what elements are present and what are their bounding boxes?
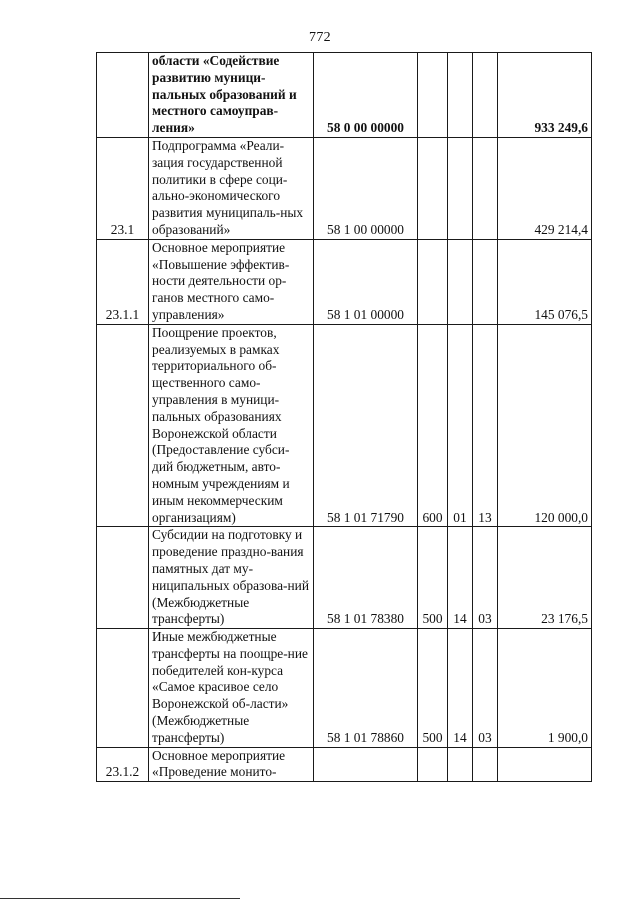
table-row [97, 527, 592, 629]
row-number-cell: 23.1.1 [97, 239, 149, 324]
section-cell [448, 137, 473, 239]
row-number-cell [97, 53, 149, 138]
item-name-cell: Субсидии на подготовку и проведение праздно-вания памятных дат му-ниципальных образова-ний (Межбюджетные трансферты) [149, 527, 314, 629]
row-number-cell [97, 527, 149, 629]
table-row [97, 324, 592, 527]
target-code-cell: 58 1 01 00000 [314, 239, 418, 324]
amount-cell: 933 249,6 [498, 53, 592, 138]
row-number-cell [97, 629, 149, 748]
subsection-cell: 13 [473, 324, 498, 527]
section-cell: 14 [448, 629, 473, 748]
table-row [97, 747, 592, 782]
item-name-cell: Подпрограмма «Реали-зация государственной политики в сфере соци-ально-экономического развития муниципаль-ных образований» [149, 137, 314, 239]
section-cell: 01 [448, 324, 473, 527]
amount-cell: 23 176,5 [498, 527, 592, 629]
target-code-cell: 58 1 01 78860 [314, 629, 418, 748]
table-row [97, 53, 592, 138]
expense-type-cell [418, 137, 448, 239]
item-name-cell: Основное мероприятие «Повышение эффектив-ности деятельности ор-ганов местного само-управления» [149, 239, 314, 324]
item-name-cell: Поощрение проектов, реализуемых в рамках территориального об-щественного само-управления в муници-пальных образованиях Воронежской области (Предоставление субси-дий бюджетным, авто-номным учреждениям и иным некоммерческим организациям) [149, 324, 314, 527]
amount-cell: 1 900,0 [498, 629, 592, 748]
footer-divider [0, 898, 240, 899]
table-row [97, 137, 592, 239]
amount-cell [498, 747, 592, 782]
section-cell [448, 747, 473, 782]
subsection-cell: 03 [473, 629, 498, 748]
expense-type-cell [418, 239, 448, 324]
amount-cell: 429 214,4 [498, 137, 592, 239]
row-number-cell: 23.1.2 [97, 747, 149, 782]
subsection-cell [473, 747, 498, 782]
table-row [97, 629, 592, 748]
expense-type-cell: 600 [418, 324, 448, 527]
table-row [97, 239, 592, 324]
amount-cell: 145 076,5 [498, 239, 592, 324]
target-code-cell: 58 1 01 71790 [314, 324, 418, 527]
section-cell [448, 239, 473, 324]
target-code-cell: 58 1 01 78380 [314, 527, 418, 629]
budget-table-body [97, 53, 592, 782]
target-code-cell: 58 1 00 00000 [314, 137, 418, 239]
amount-cell: 120 000,0 [498, 324, 592, 527]
budget-table [96, 52, 592, 782]
target-code-cell: 58 0 00 00000 [314, 53, 418, 138]
section-cell: 14 [448, 527, 473, 629]
target-code-cell [314, 747, 418, 782]
row-number-cell [97, 324, 149, 527]
expense-type-cell [418, 53, 448, 138]
expense-type-cell: 500 [418, 629, 448, 748]
item-name-cell: области «Содействие развитию муници-пальных образований и местного самоуправ-ления» [149, 53, 314, 138]
section-cell [448, 53, 473, 138]
item-name-cell: Иные межбюджетные трансферты на поощре-ние победителей кон-курса «Самое красивое село Воронежской об-ласти» (Межбюджетные трансферты) [149, 629, 314, 748]
subsection-cell [473, 53, 498, 138]
row-number-cell: 23.1 [97, 137, 149, 239]
subsection-cell [473, 239, 498, 324]
subsection-cell [473, 137, 498, 239]
expense-type-cell: 500 [418, 527, 448, 629]
item-name-cell: Основное мероприятие «Проведение монито- [149, 747, 314, 782]
page-number: 772 [309, 30, 331, 45]
expense-type-cell [418, 747, 448, 782]
subsection-cell: 03 [473, 527, 498, 629]
